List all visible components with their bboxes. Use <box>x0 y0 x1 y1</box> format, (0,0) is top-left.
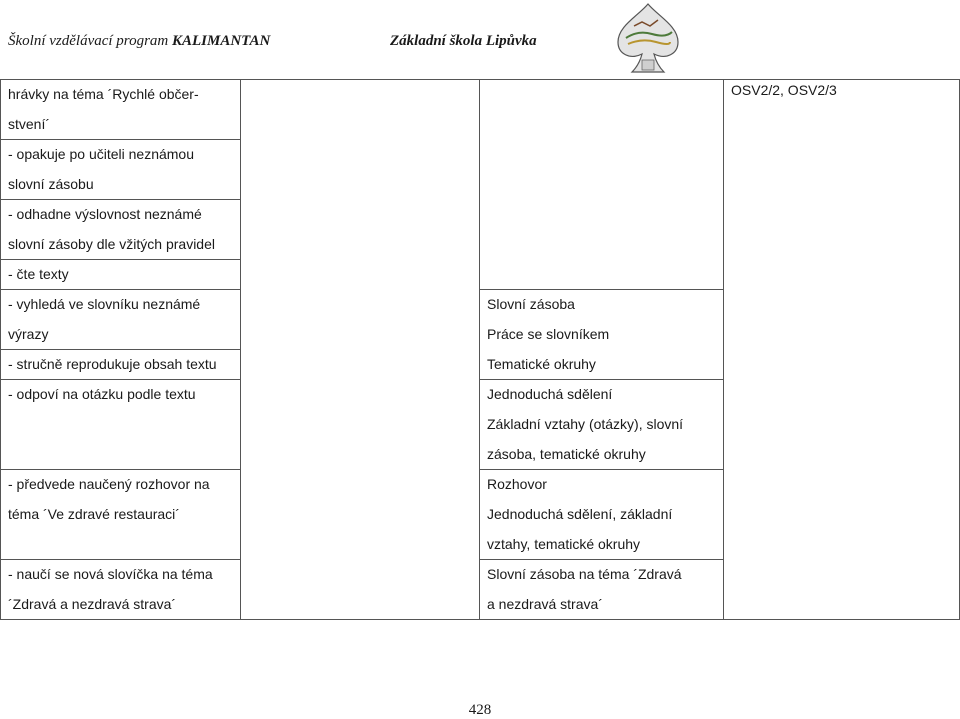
school-logo <box>612 2 684 76</box>
outcome-line: - stručně reprodukuje obsah textu <box>8 356 217 372</box>
outcome-line: - naučí se nová slovíčka na téma <box>8 566 213 582</box>
outcome-line: - předvede naučený rozhovor na <box>8 476 210 492</box>
content-line: Slovní zásoba <box>487 296 575 312</box>
curriculum-table <box>0 79 960 620</box>
outcome-line: - opakuje po učiteli neznámou <box>8 146 195 162</box>
column-divider <box>240 79 241 620</box>
cross-curricular-themes: OSV2/2, OSV2/3 <box>731 82 837 98</box>
outcome-line: - odhadne výslovnost neznámé <box>8 206 202 222</box>
content-line: Rozhovor <box>487 476 547 492</box>
content-line: Jednoduchá sdělení, základní <box>487 506 673 522</box>
content-line: vztahy, tematické okruhy <box>487 536 641 552</box>
school-name: Základní škola Lipůvka <box>390 33 537 49</box>
outcome-line: téma ´Ve zdravé restauraci´ <box>8 506 180 522</box>
content-line: Tematické okruhy <box>487 356 596 372</box>
page-number: 428 <box>468 702 492 718</box>
content-line: Práce se slovníkem <box>487 326 610 342</box>
outcome-line: - čte texty <box>8 266 69 282</box>
table-border-bottom <box>0 619 960 620</box>
outcome-line: hrávky na téma ´Rychlé občer- <box>8 86 199 102</box>
column-divider <box>479 79 480 620</box>
outcome-line: stvení´ <box>8 116 51 132</box>
outcome-line: - vyhledá ve slovníku neznámé <box>8 296 201 312</box>
content-line: Jednoduchá sdělení <box>487 386 613 402</box>
outcome-line: ´Zdravá a nezdravá strava´ <box>8 596 177 612</box>
content-line: Základní vztahy (otázky), slovní <box>487 416 684 432</box>
outcome-line: výrazy <box>8 326 49 342</box>
outcome-line: slovní zásobu <box>8 176 94 192</box>
content-line: Slovní zásoba na téma ´Zdravá <box>487 566 682 582</box>
content-line: a nezdravá strava´ <box>487 596 603 612</box>
column-divider <box>723 79 724 620</box>
outcome-line: - odpoví na otázku podle textu <box>8 386 196 402</box>
program-prefix: Školní vzdělávací program <box>8 33 172 49</box>
content-line: zásoba, tematické okruhy <box>487 446 646 462</box>
outcome-line: slovní zásoby dle vžitých pravidel <box>8 236 215 252</box>
program-name: KALIMANTAN <box>172 33 271 49</box>
program-title <box>8 33 270 50</box>
